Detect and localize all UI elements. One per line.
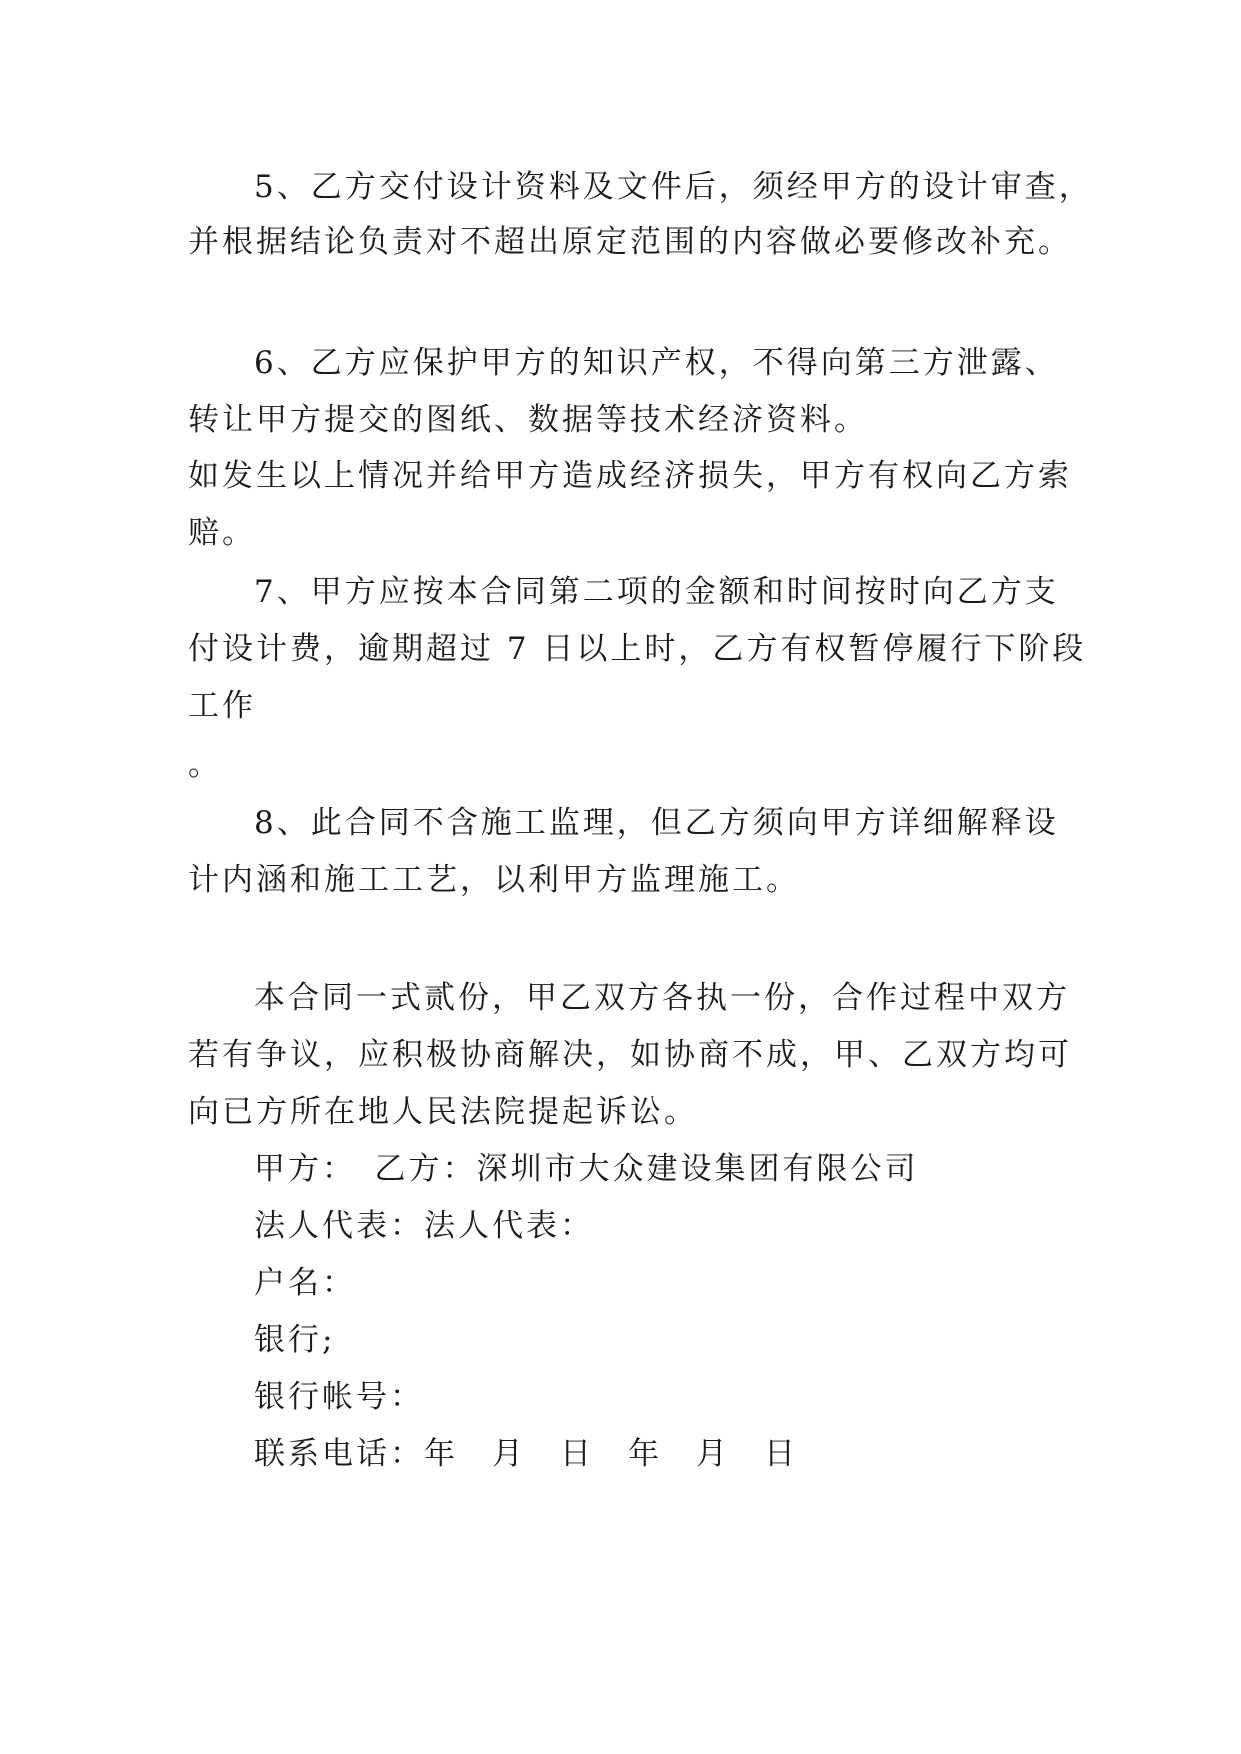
clause-7-line-3: 工作 xyxy=(188,688,256,724)
clause-7-line-1: 7、甲方应按本合同第二项的金额和时间按时向乙方支 xyxy=(254,574,1059,610)
closing-line-2: 若有争议，应积极协商解决，如协商不成，甲、乙双方均可 xyxy=(188,1037,1072,1073)
clause-8-line-2: 计内涵和施工工艺，以利甲方监理施工。 xyxy=(188,862,800,898)
closing-line-1: 本合同一式贰份，甲乙双方各执一份，合作过程中双方 xyxy=(254,980,1070,1016)
signature-bank: 银行; xyxy=(254,1322,336,1358)
signature-contact: 联系电话：年 月 日 年 月 日 xyxy=(254,1436,798,1472)
signature-parties: 甲方： 乙方：深圳市大众建设集团有限公司 xyxy=(254,1151,919,1187)
clause-8-line-1: 8、此合同不含施工监理，但乙方须向甲方详细解释设 xyxy=(254,805,1059,841)
clause-6-line-2: 转让甲方提交的图纸、数据等技术经济资料。 xyxy=(188,402,868,438)
clause-7-line-2: 付设计费，逾期超过 7 日以上时，乙方有权暂停履行下阶段 xyxy=(188,631,1087,667)
closing-line-3: 向已方所在地人民法院提起诉讼。 xyxy=(188,1094,698,1130)
clause-6-line-1: 6、乙方应保护甲方的知识产权，不得向第三方泄露、 xyxy=(254,345,1059,381)
clause-7-line-4: 。 xyxy=(188,747,222,783)
clause-5-line-1: 5、乙方交付设计资料及文件后，须经甲方的设计审查， xyxy=(254,169,1093,205)
signature-bank-account: 银行帐号： xyxy=(254,1379,424,1415)
clause-5-line-2: 并根据结论负责对不超出原定范围的内容做必要修改补充。 xyxy=(188,224,1072,260)
clause-6-line-4: 赔。 xyxy=(188,515,256,551)
signature-legal-rep: 法人代表：法人代表： xyxy=(254,1208,594,1244)
clause-6-line-3: 如发生以上情况并给甲方造成经济损失，甲方有权向乙方索 xyxy=(188,458,1072,494)
signature-account-name: 户名： xyxy=(254,1265,356,1301)
